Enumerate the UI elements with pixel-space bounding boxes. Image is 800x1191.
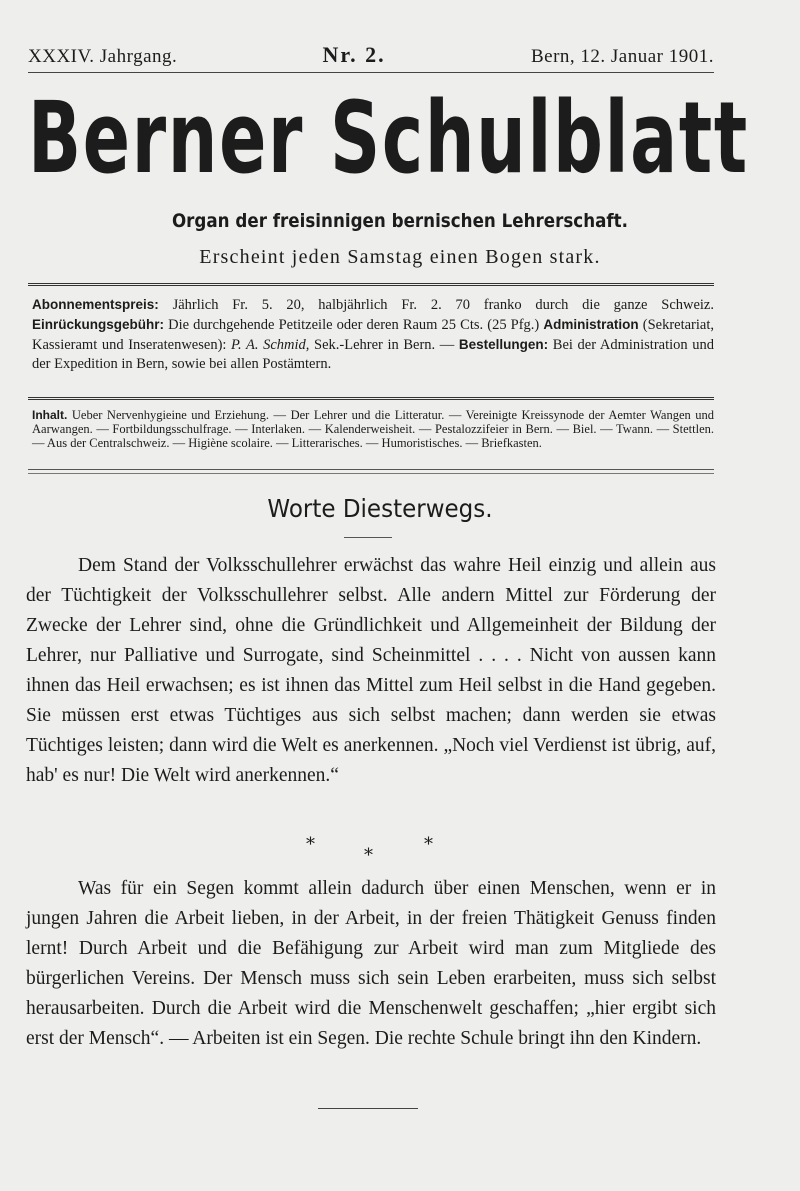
article-paragraph-1: Dem Stand der Volksschullehrer erwächst das wahre Heil einzig und allein aus der Tüchtigkeit der Volksschullehrer selbst. Alle andern Mittel zur Förderung der Zwecke der Lehrer sind, ohne die Gründlichkeit und Allgemeinheit der Bildung der Lehrer, nur Palliative und Surrogate, sind Scheinmittel . . . . Nicht von aussen kann ihnen das Heil erwachsen; es ist ihnen das Mittel zum Heil selbst in die Hand gegeben. Sie müssen erst etwas Tüchtiges aus sich selbst machen; dann werden sie etwas Tüchtiges leisten; dann wird die Welt es anerkennen. „Noch viel Verdienst ist übrig, auf, hab' es nur! Die Welt wird anerkennen.“ [26, 555, 716, 786]
asterisk-separator: * [306, 834, 315, 855]
header-rule [28, 72, 714, 73]
asterisk-separator: * [424, 834, 433, 855]
title-underline [344, 537, 392, 538]
admin-label: Administration [543, 317, 639, 332]
masthead-divider [28, 283, 714, 288]
orders-label: Bestellungen: [458, 337, 549, 352]
volume-label: XXXIV. Jahrgang. [28, 46, 178, 67]
admin-text: (Sekretariat, Kassieramt und Inseratenwesen): [32, 317, 715, 353]
insertion-text: Die durchgehende Petitzeile oder deren Raum 25 Cts. (25 Pfg.) [168, 317, 540, 333]
masthead-subtitle: Organ der freisinnigen bernischen Lehrerschaft. [171, 210, 629, 232]
table-of-contents [32, 408, 714, 450]
issue-number: Nr. 2. [322, 42, 386, 67]
admin-name: P. A. Schmid, [231, 337, 310, 353]
orders-text: Bei der Administration und der Expedition in Bern, sowie bei allen Postämtern. [32, 337, 715, 372]
contents-label: Inhalt. [32, 408, 68, 422]
publication-frequency: Erscheint jeden Samstag einen Bogen stark. [199, 246, 601, 268]
subscription-label: Abonnementspreis: [32, 297, 159, 312]
insertion-label: Einrückungsgebühr: [32, 317, 165, 332]
article-paragraph-2: Was für ein Segen kommt allein dadurch über einen Menschen, wenn er in jungen Jahren die Arbeit lieben, in der Arbeit, in der freien Thätigkeit Genuss finden lernt! Durch Arbeit und die Befähigung zur Arbeit wird man zum Mitgliede des bürgerlichen Vereins. Der Mensch muss sich sein Leben erarbeiten, muss sich selbst herausarbeiten. Durch die Arbeit wird die Menschenwelt geschaffen; „hier ergibt sich erst der Mensch“. — Arbeiten ist ein Segen. Die rechte Schule bringt ihn den Kindern. [26, 878, 716, 1049]
admin-rest: Sek.-Lehrer in Bern. — [314, 337, 455, 353]
subscription-info [32, 295, 714, 374]
info-divider [28, 397, 714, 402]
subscription-text: Jährlich Fr. 5. 20, halbjährlich Fr. 2. 70 franko durch die ganze Schweiz. [172, 297, 714, 313]
article-title: Worte Diesterwegs. [267, 494, 493, 523]
place-date: Bern, 12. Januar 1901. [530, 46, 714, 67]
asterisk-separator: * [364, 845, 373, 866]
contents-text: Ueber Nervenhygieine und Erziehung. — Der Lehrer und die Litteratur. — Vereinigte Kreissynode der Aemter Wangen und Aarwangen. — Fortbildungsschulfrage. — Interlaken. — Kalenderweisheit. — Pestalozzifeier in Bern. — Biel. — Twann. — Stettlen. — Aus der Centralschweiz. — Higiène scolaire. — Litterarisches. — Humoristisches. — Briefkasten. [32, 408, 715, 450]
header-line [28, 42, 714, 68]
masthead-title: Berner Schulblatt [28, 79, 749, 196]
contents-divider-lower [28, 473, 714, 474]
contents-divider [28, 469, 714, 470]
article-end-rule [318, 1108, 418, 1109]
